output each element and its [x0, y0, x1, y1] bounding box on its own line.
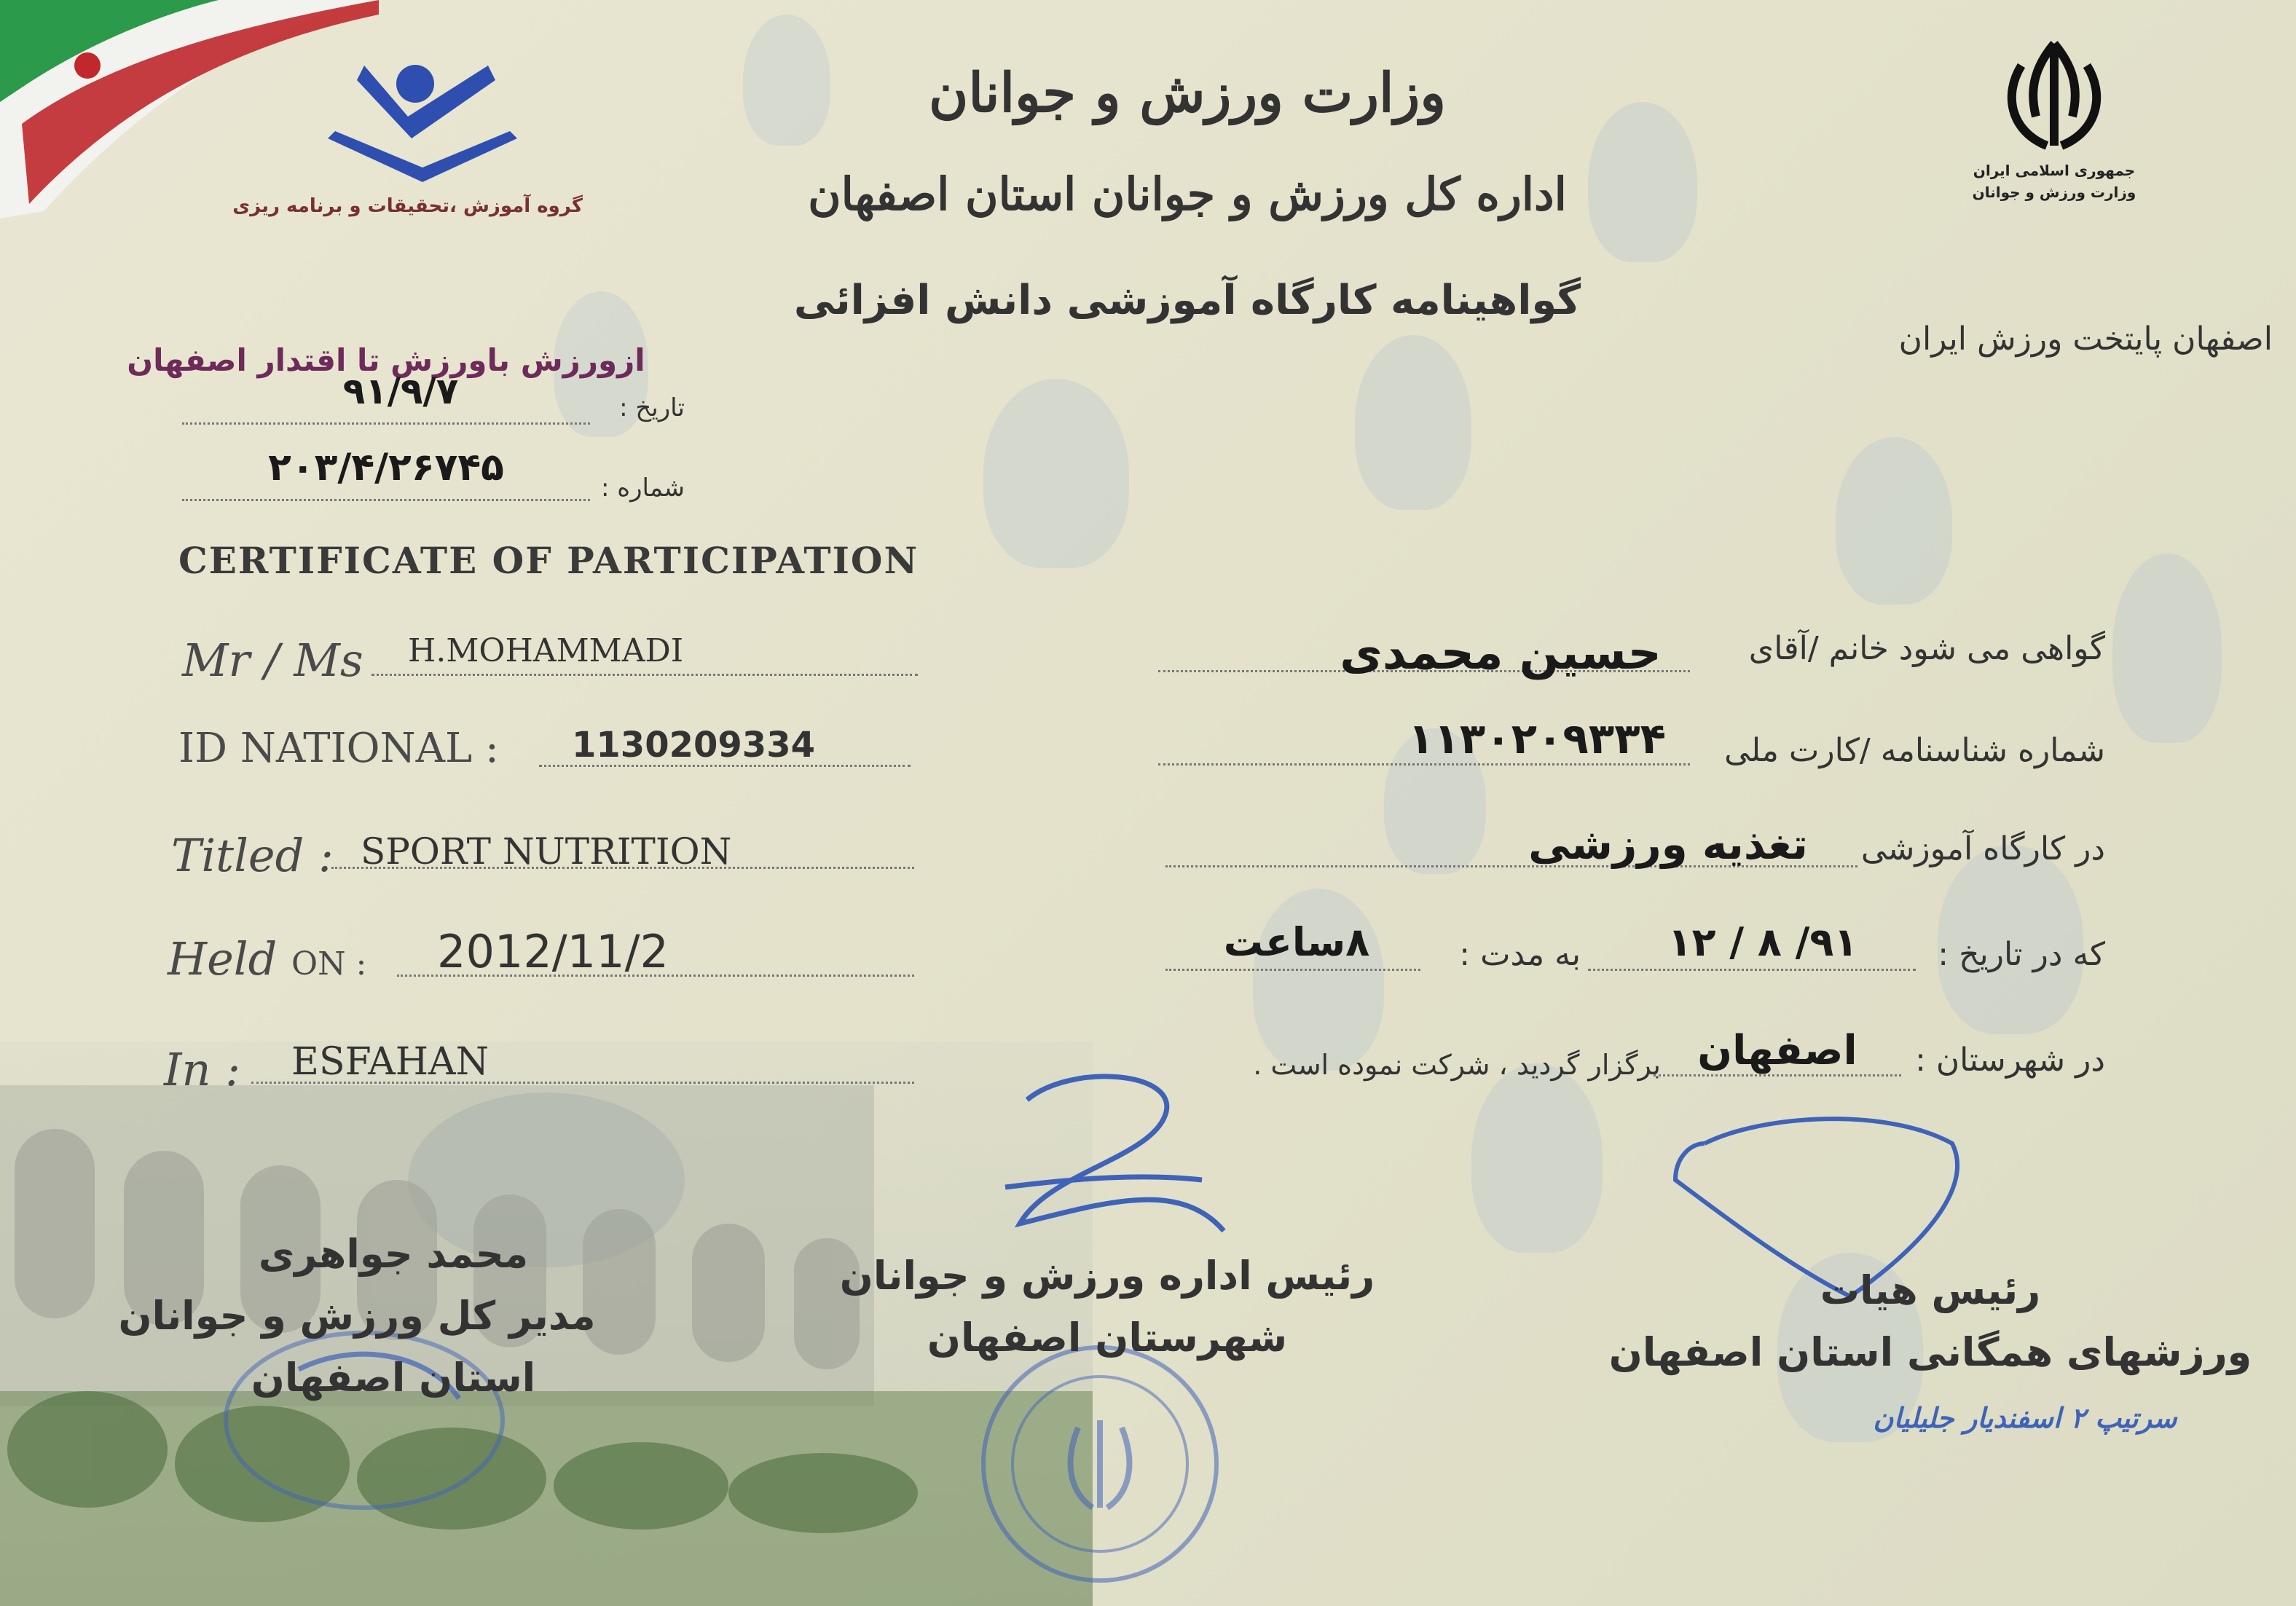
- number-value: ۲۰۳/۴/۲۶۷۴۵: [268, 446, 504, 489]
- workshop-label-fa: در کارگاه آموزشی: [1860, 830, 2105, 867]
- date-line: [182, 422, 590, 425]
- education-group-logo: [321, 51, 524, 189]
- name-value-fa: حسین محمدی: [1340, 626, 1662, 680]
- duration-label-fa: به مدت :: [1459, 936, 1581, 973]
- left-signatory-title-2: استان اصفهان: [251, 1355, 536, 1401]
- name-line-en: [371, 674, 918, 676]
- office-title: اداره کل ورزش و جوانان استان اصفهان: [808, 168, 1567, 221]
- slogan-left: ازورزش باورزش تا اقتدار اصفهان: [127, 342, 645, 378]
- right-signatory-title-1: رئیس هیات: [1820, 1267, 2041, 1313]
- duration-value-fa: ۸ساعت: [1223, 919, 1370, 965]
- left-signatory-title-1: مدیر کل ورزش و جوانان: [118, 1293, 596, 1339]
- date-value-fa: ۹۱/ ۸ / ۱۲: [1667, 919, 1858, 965]
- right-stamp-note: سرتیپ ۲ اسفندیار جلیلیان: [1873, 1402, 2177, 1434]
- name-label-en: Mr / Ms: [182, 634, 363, 687]
- date-value: ۹۱/۹/۷: [342, 370, 459, 412]
- center-signatory-title-1: رئیس اداره ورزش و جوانان: [839, 1253, 1375, 1299]
- iran-emblem-icon: [1992, 36, 2116, 160]
- id-value-en: 1130209334: [572, 725, 815, 765]
- certificate-title-fa: گواهینامه کارگاه آموزشی دانش افزائی: [793, 277, 1581, 324]
- logo-caption: گروه آموزش ،تحقیقات و برنامه ریزی: [232, 195, 583, 217]
- left-signatory-name: محمد جواهری: [258, 1231, 529, 1277]
- id-line-fa: [1158, 763, 1690, 765]
- closing-text-fa: برگزار گردید ، شرکت نموده است .: [1253, 1049, 1661, 1081]
- held-on-word: ON :: [291, 945, 367, 983]
- center-official-stamp: [962, 1333, 1238, 1595]
- right-signatory-title-2: ورزشهای همگانی استان اصفهان: [1608, 1329, 2252, 1375]
- held-label-en: [168, 932, 366, 985]
- titled-label-en: Titled :: [171, 829, 334, 882]
- date-label: تاریخ :: [619, 393, 685, 422]
- city-line-fa: [1654, 1074, 1901, 1076]
- city-label-fa: در شهرستان :: [1915, 1042, 2105, 1079]
- titled-value-en: SPORT NUTRITION: [361, 830, 732, 873]
- id-label-en: ID NATIONAL :: [178, 725, 499, 772]
- date-label-fa: که در تاریخ :: [1938, 936, 2105, 973]
- in-label-en: In :: [164, 1043, 241, 1096]
- id-label-fa: شماره شناسنامه /کارت ملی: [1724, 732, 2105, 769]
- name-label-fa: گواهی می شود خانم /آقای: [1748, 630, 2105, 667]
- date-line-fa: [1588, 969, 1916, 971]
- center-signature: [962, 1056, 1253, 1245]
- center-signatory-title-2: شهرستان اصفهان: [927, 1315, 1288, 1361]
- id-value-fa: ۱۱۳۰۲۰۹۳۳۴: [1407, 714, 1666, 763]
- left-official-stamp: [211, 1311, 517, 1530]
- held-label-word: Held: [168, 932, 278, 985]
- slogan-right: اصفهان پایتخت ورزش ایران: [1898, 320, 2273, 358]
- emblem-caption-1: جمهوری اسلامی ایران: [1973, 162, 2136, 179]
- city-value-fa: اصفهان: [1697, 1027, 1857, 1074]
- workshop-value-fa: تغذیه ورزشی: [1528, 819, 1808, 869]
- duration-line-fa: [1165, 969, 1420, 971]
- number-label: شماره :: [601, 473, 685, 503]
- in-value-en: ESFAHAN: [291, 1040, 490, 1084]
- certificate-title-en: CERTIFICATE OF PARTICIPATION: [178, 539, 919, 582]
- ministry-title: وزارت ورزش و جوانان: [928, 62, 1446, 125]
- number-line: [182, 499, 590, 501]
- name-value-en: H.MOHAMMADI: [408, 632, 684, 669]
- held-value-en: 2012/11/2: [437, 925, 669, 978]
- emblem-caption-2: وزارت ورزش و جوانان: [1972, 184, 2136, 201]
